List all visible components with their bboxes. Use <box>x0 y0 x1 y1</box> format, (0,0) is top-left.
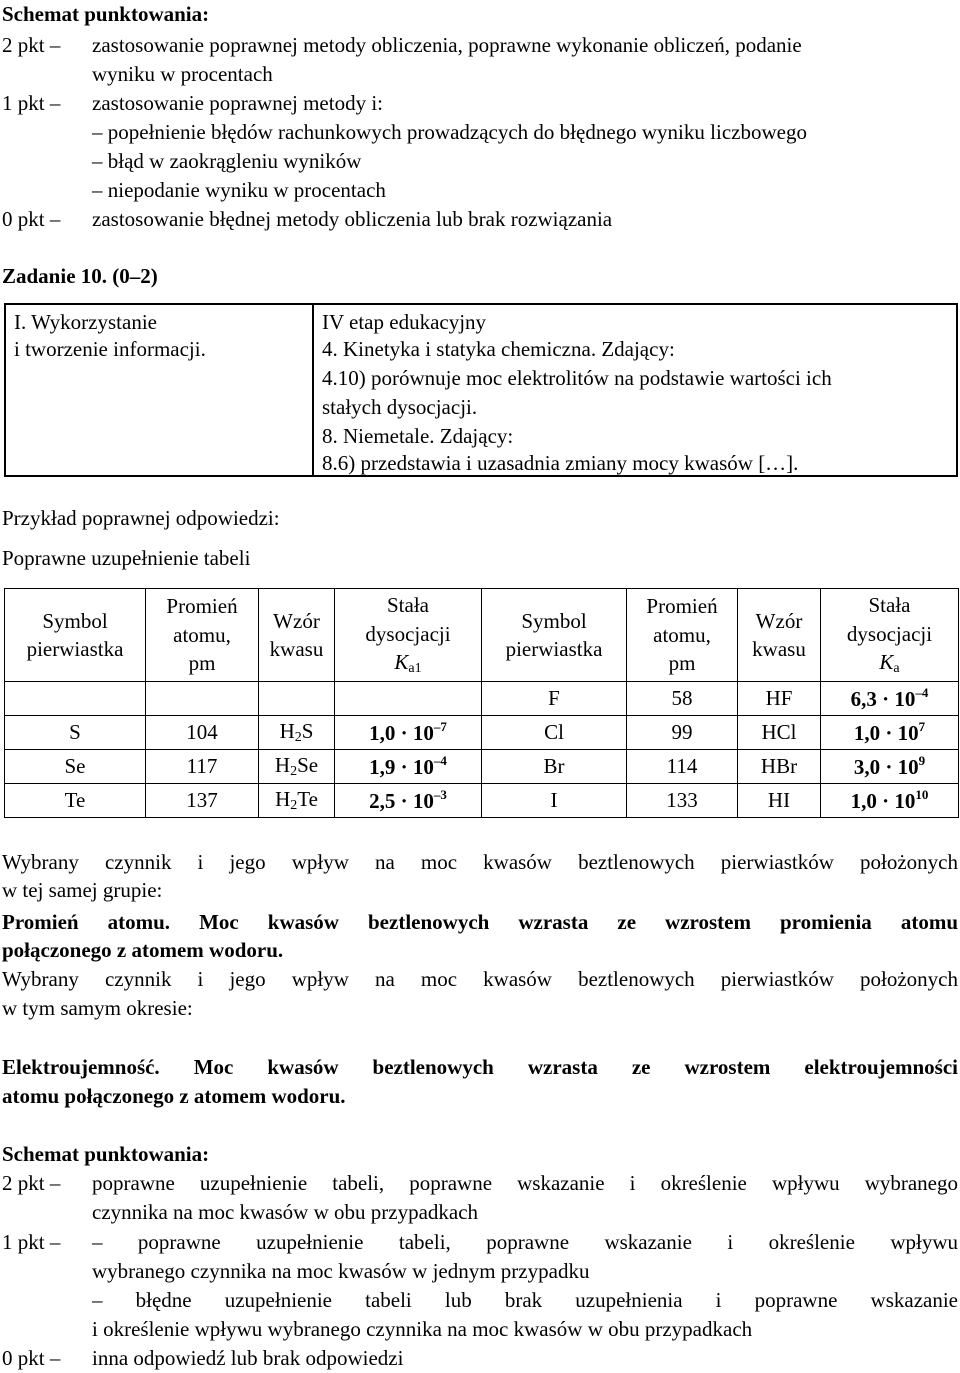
criterion-text: wyniku w procentach <box>92 62 273 86</box>
cell-symbol: F <box>482 682 627 716</box>
cell-radius <box>146 682 259 716</box>
example-intro: Poprawne uzupełnienie tabeli <box>2 546 251 570</box>
scheme-heading: Schemat punktowania: <box>2 1142 210 1166</box>
cell-symbol: Cl <box>482 716 627 750</box>
criterion-item: – niepodanie wyniku w procentach <box>92 178 386 202</box>
points-label: 2 pkt – <box>2 1171 61 1195</box>
question-text: w tym samym okresie: <box>2 996 193 1020</box>
cell-radius: 99 <box>627 716 738 750</box>
cell-formula: $H_2Te$ <box>259 784 335 818</box>
answer-text: Elektroujemność. Moc kwasów beztlenowych wzrasta ze wzrostem elektroujemności <box>2 1055 958 1079</box>
question-text: w tej samej grupie: <box>2 878 163 902</box>
criterion-text: i określenie wpływu wybranego czynnika na moc kwasów w obu przypadkach <box>92 1317 753 1341</box>
criterion-item: – błędne uzupełnienie tabeli lub brak uzupełnienia i poprawne wskazanie <box>92 1288 958 1312</box>
scheme-heading: Schemat punktowania: <box>2 2 210 26</box>
points-label: 1 pkt – <box>2 1230 61 1254</box>
header-radius: Promień atomu, pm <box>627 589 738 682</box>
cell-formula: HCl <box>738 716 821 750</box>
answer-text: atomu połączonego z atomem wodoru. <box>2 1084 346 1108</box>
cell-symbol <box>5 682 146 716</box>
detailed-requirement: 4. Kinetyka i statyka chemiczna. Zdający: <box>322 337 675 361</box>
criterion-text: zastosowanie poprawnej metody i: <box>92 91 384 115</box>
cell-radius: 137 <box>146 784 259 818</box>
cell-radius: 58 <box>627 682 738 716</box>
cell-formula: $H_2Se$ <box>259 750 335 784</box>
cell-symbol: S <box>5 716 146 750</box>
cell-constant: $1,0 \cdot 10^7$ <box>821 716 959 750</box>
detailed-requirement: 8.6) przedstawia i uzasadnia zmiany mocy kwasów […]. <box>322 451 799 475</box>
answer-text: Promień atomu. Moc kwasów beztlenowych wzrasta ze wzrostem promienia atomu <box>2 910 958 934</box>
table-row <box>5 750 959 784</box>
cell-constant: $1,9 \cdot 10^{-4}$ <box>335 750 482 784</box>
cell-formula: HBr <box>738 750 821 784</box>
points-label: 0 pkt – <box>2 207 61 231</box>
example-heading: Przykład poprawnej odpowiedzi: <box>2 506 280 530</box>
table-row <box>5 682 959 716</box>
points-label: 1 pkt – <box>2 91 61 115</box>
criterion-text: zastosowanie błędnej metody obliczenia lub brak rozwiązania <box>92 207 613 231</box>
criterion-item: – popełnienie błędów rachunkowych prowadzących do błędnego wyniku liczbowego <box>92 120 807 144</box>
table-row <box>5 784 959 818</box>
criterion-text: czynnika na moc kwasów w obu przypadkach <box>92 1200 479 1224</box>
cell-radius: 133 <box>627 784 738 818</box>
cell-constant: $6,3 \cdot 10^{-4}$ <box>821 682 959 716</box>
criterion-text: poprawne uzupełnienie tabeli, poprawne wskazanie i określenie wpływu wybranego <box>92 1171 958 1195</box>
detailed-requirement: IV etap edukacyjny <box>322 310 487 334</box>
task-title: Zadanie 10. (0–2) <box>2 264 158 288</box>
cell-constant <box>335 682 482 716</box>
cell-constant: $1,0 \cdot 10^{-7}$ <box>335 716 482 750</box>
cell-radius: 104 <box>146 716 259 750</box>
cell-formula: HI <box>738 784 821 818</box>
header-symbol: Symbol pierwiastka <box>482 589 627 682</box>
box-divider <box>312 305 314 475</box>
cell-formula <box>259 682 335 716</box>
header-formula: Wzór kwasu <box>259 589 335 682</box>
general-requirement: i tworzenie informacji. <box>14 337 206 361</box>
question-text: Wybrany czynnik i jego wpływ na moc kwasów beztlenowych pierwiastków położonych <box>2 850 958 874</box>
answer-text: połączonego z atomem wodoru. <box>2 938 284 962</box>
points-label: 2 pkt – <box>2 33 61 57</box>
cell-symbol: I <box>482 784 627 818</box>
points-label: 0 pkt – <box>2 1346 61 1370</box>
criterion-text: zastosowanie poprawnej metody obliczenia, poprawne wykonanie obliczeń, podanie <box>92 33 802 57</box>
cell-formula: $H_2S$ <box>259 716 335 750</box>
criterion-item: – błąd w zaokrągleniu wyników <box>92 149 362 173</box>
header-constant: Stała dysocjacji $K_{a1}$ <box>335 589 482 682</box>
table-row <box>5 716 959 750</box>
criterion-item: – poprawne uzupełnienie tabeli, poprawne wskazanie i określenie wpływu <box>92 1230 958 1254</box>
cell-constant: $3,0 \cdot 10^9$ <box>821 750 959 784</box>
question-text: Wybrany czynnik i jego wpływ na moc kwasów beztlenowych pierwiastków położonych <box>2 967 958 991</box>
cell-symbol: Te <box>5 784 146 818</box>
cell-symbol: Se <box>5 750 146 784</box>
criterion-text: inna odpowiedź lub brak odpowiedzi <box>92 1346 404 1370</box>
detailed-requirement: 4.10) porównuje moc elektrolitów na podstawie wartości ich <box>322 366 832 390</box>
cell-radius: 117 <box>146 750 259 784</box>
cell-symbol: Br <box>482 750 627 784</box>
detailed-requirement: 8. Niemetale. Zdający: <box>322 424 514 448</box>
header-symbol: Symbol pierwiastka <box>5 589 146 682</box>
cell-radius: 114 <box>627 750 738 784</box>
criterion-text: wybranego czynnika na moc kwasów w jednym przypadku <box>92 1259 590 1283</box>
cell-constant: $1,0 \cdot 10^{10}$ <box>821 784 959 818</box>
dissociation-table <box>4 588 959 818</box>
header-radius: Promień atomu, pm <box>146 589 259 682</box>
cell-formula: HF <box>738 682 821 716</box>
detailed-requirement: stałych dysocjacji. <box>322 395 478 419</box>
general-requirement: I. Wykorzystanie <box>14 310 157 334</box>
requirements-box <box>4 303 958 477</box>
header-constant: Stała dysocjacji $K_a$ <box>821 589 959 682</box>
cell-constant: $2,5 \cdot 10^{-3}$ <box>335 784 482 818</box>
header-formula: Wzór kwasu <box>738 589 821 682</box>
